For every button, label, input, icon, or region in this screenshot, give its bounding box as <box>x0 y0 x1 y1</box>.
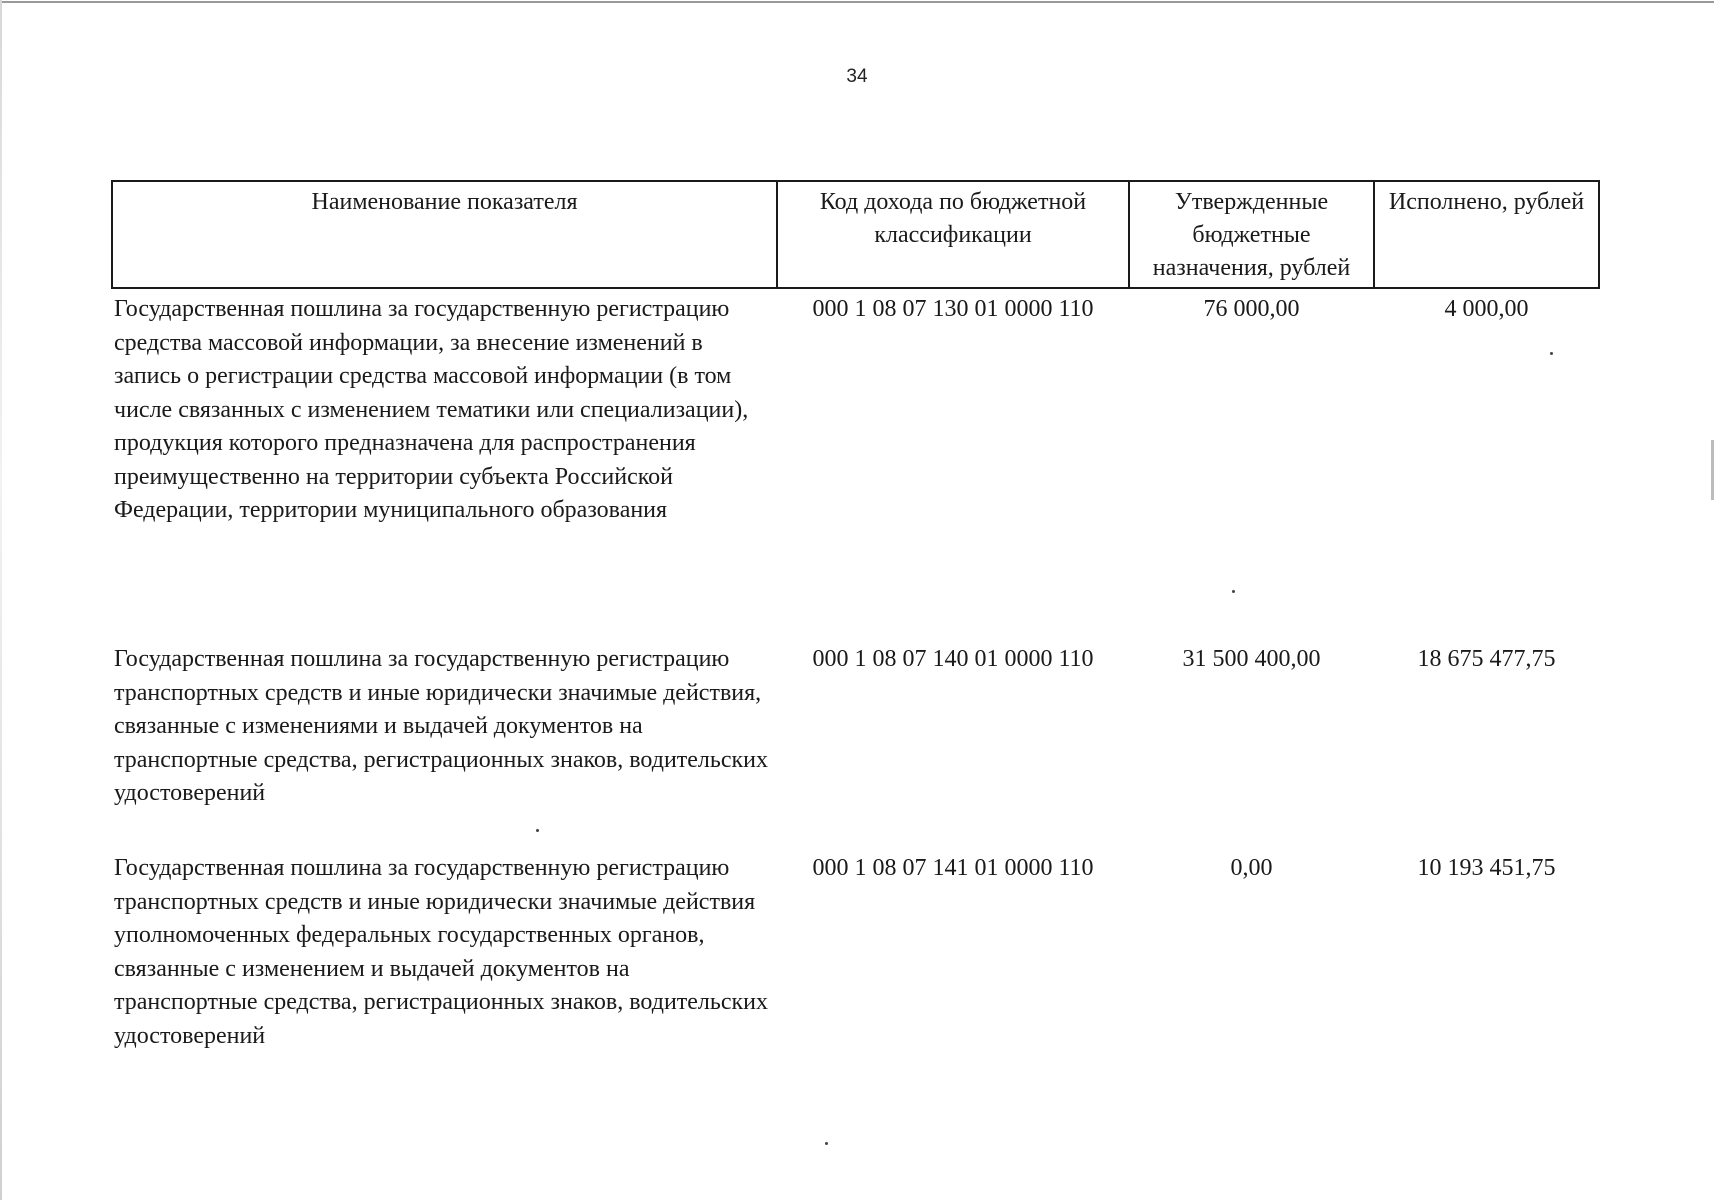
header-row <box>112 181 1599 288</box>
header-indicator-name: Наименование показателя <box>112 181 777 288</box>
cell-executed: 18 675 477,75 <box>1417 646 1556 672</box>
revenue-table <box>111 180 1600 1082</box>
table-row <box>112 852 1599 1082</box>
table-row <box>112 643 1599 852</box>
scan-left-edge <box>0 0 2 1200</box>
cell-indicator-name: Государственная пошлина за государственную регистрацию транспортных средств и иные юридически значимые действия уполномоченных федеральных государственных органов, связанные с изменением и выдачей документов на транспортные средства, регистрационных знаков, водительских удостоверений <box>114 855 768 1049</box>
cell-indicator-name: Государственная пошлина за государственную регистрацию средства массовой информации, за внесение изменений в запись о регистрации средства массовой информации (в том числе связанных с изменением тематики или специализации), продукция которого предназначена для распространения преимущественно на территории субъекта Российской Федерации, территории муниципального образования <box>114 296 749 523</box>
scan-speck <box>1232 590 1235 593</box>
cell-approved-budget: 31 500 400,00 <box>1182 646 1321 672</box>
scan-speck <box>825 1142 828 1145</box>
scan-top-border <box>0 1 1714 3</box>
table-body <box>112 288 1599 1082</box>
cell-revenue-code: 000 1 08 07 141 01 0000 110 <box>812 855 1094 881</box>
header-executed: Исполнено, рублей <box>1374 181 1599 288</box>
page-number: 34 <box>846 66 868 87</box>
cell-revenue-code: 000 1 08 07 140 01 0000 110 <box>812 646 1094 672</box>
scan-speck <box>536 829 539 832</box>
cell-revenue-code: 000 1 08 07 130 01 0000 110 <box>812 296 1094 322</box>
header-revenue-code: Код дохода по бюджетной классификации <box>777 181 1129 288</box>
cell-indicator-name: Государственная пошлина за государственную регистрацию транспортных средств и иные юридически значимые действия, связанные с изменениями и выдачей документов на транспортные средства, регистрационных знаков, водительских удостоверений <box>114 646 768 806</box>
cell-approved-budget: 76 000,00 <box>1203 296 1300 322</box>
cell-executed: 4 000,00 <box>1444 296 1529 322</box>
cell-executed: 10 193 451,75 <box>1417 855 1556 881</box>
cell-approved-budget: 0,00 <box>1230 855 1273 881</box>
scan-speck <box>1550 352 1553 355</box>
header-approved-budget: Утвержденные бюджетные назначения, рублей <box>1129 181 1374 288</box>
table-header <box>112 181 1599 288</box>
table-row <box>112 288 1599 643</box>
